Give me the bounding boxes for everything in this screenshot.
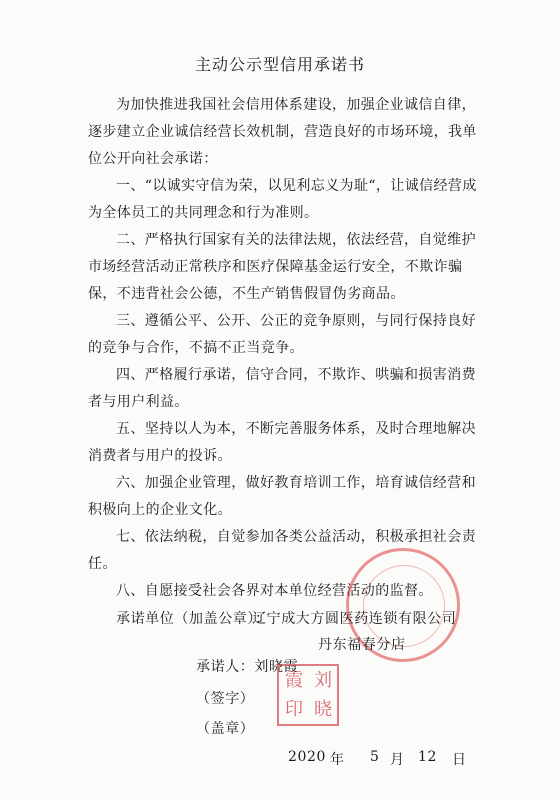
seal-char: 印 <box>285 699 303 720</box>
seal-char: 霞 <box>285 670 303 691</box>
unit-label: 承诺单位（加盖公章）： <box>116 611 270 627</box>
item-2: 二、严格执行国家有关的法律法规，依法经营，自觉维护市场经营活动正常秩序和医疗保障基金运行安全，不欺诈骗保，不违背社会公德，不生产销售假冒伪劣商品。 <box>88 232 476 302</box>
date-day-unit: 日 <box>452 752 467 768</box>
seal-char: 刘 <box>314 670 332 691</box>
item-8: 八、自愿接受社会各界对本单位经营活动的监督。 <box>116 583 433 599</box>
date-month: 5 <box>370 749 380 765</box>
seal-label: （盖章） <box>196 721 255 737</box>
unit-name-line-2: 丹东福春分店 <box>318 637 406 653</box>
date-year-unit: 年 <box>330 752 345 768</box>
personal-seal <box>277 664 339 726</box>
document-title: 主动公示型信用承诺书 <box>194 55 365 74</box>
promiser-name: 承诺人：刘晓霞 <box>196 659 299 675</box>
item-4: 四、严格履行承诺，信守合同，不欺诈、哄骗和损害消费者与用户利益。 <box>88 367 476 410</box>
item-6: 六、加强企业管理，做好教育培训工作，培育诚信经营和积极向上的企业文化。 <box>88 475 476 518</box>
item-3: 三、遵循公平、公开、公正的竞争原则，与同行保持良好的竞争与合作，不搞不正当竞争。 <box>88 313 476 356</box>
item-7: 七、依法纳税，自觉参加各类公益活动，积极承担社会责任。 <box>88 529 476 572</box>
date-day: 12 <box>418 749 438 765</box>
unit-name-line-1: 辽宁成大方圆医药连锁有限公司 <box>252 611 457 627</box>
seal-char: 晓 <box>314 699 332 720</box>
date-month-unit: 月 <box>390 752 405 768</box>
intro-paragraph: 为加快推进我国社会信用体系建设，加强企业诚信自律，逐步建立企业诚信经营长效机制，营造良好的市场环境，我单位公开向社会承诺： <box>88 97 477 167</box>
sign-label: （签字） <box>196 691 255 707</box>
item-1: 一、“以诚实守信为荣，以见利忘义为耻“，让诚信经营成为全体员工的共同理念和行为准则。 <box>88 178 477 221</box>
date-year: 2020 <box>288 749 327 765</box>
item-5: 五、坚持以人为本，不断完善服务体系，及时合理地解决消费者与用户的投诉。 <box>88 421 476 464</box>
